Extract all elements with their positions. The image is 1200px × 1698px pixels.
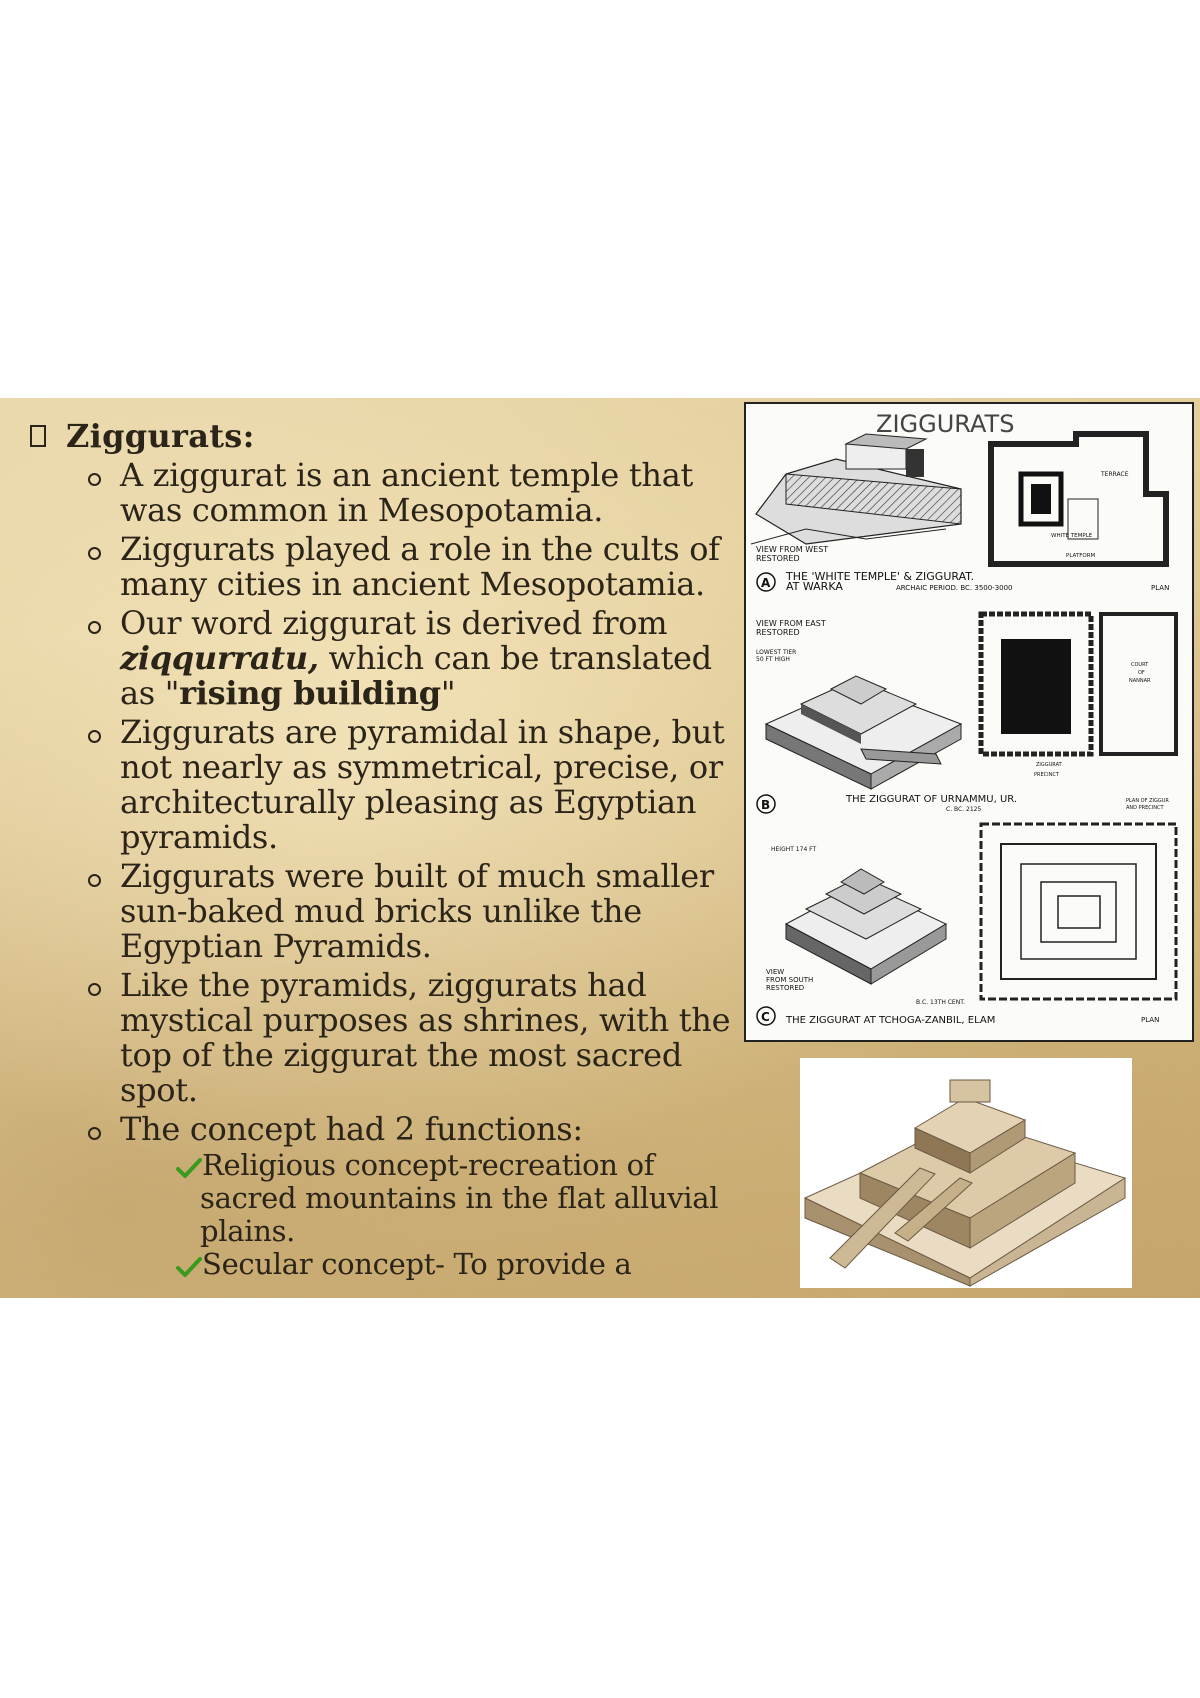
list-item bbox=[30, 715, 740, 855]
panel-c-height: HEIGHT 174 FT bbox=[771, 846, 817, 853]
panel-c-plan: PLAN bbox=[1141, 1016, 1160, 1024]
item-text: rising building bbox=[179, 674, 441, 712]
panel-b-tier: LOWEST TIER bbox=[756, 649, 797, 656]
sub-list-item bbox=[120, 1149, 740, 1248]
item-text: which can be translated as " bbox=[120, 639, 712, 712]
circle-bullet-icon bbox=[88, 874, 101, 887]
panel-a bbox=[751, 434, 1169, 593]
panel-b-restored: RESTORED bbox=[756, 628, 800, 637]
panel-a-location: AT WARKA bbox=[786, 580, 843, 593]
item-text: " bbox=[440, 674, 456, 712]
label-platform: PLATFORM bbox=[1066, 553, 1096, 559]
circle-bullet-icon bbox=[88, 983, 101, 996]
list-item bbox=[30, 968, 740, 1108]
heading-row bbox=[30, 416, 740, 456]
panel-a-plan: PLAN bbox=[1151, 584, 1170, 592]
circle-bullet-icon bbox=[88, 1127, 101, 1140]
item-text: Ziggurats played a role in the cults of many cities in ancient Mesopotamia. bbox=[120, 530, 720, 603]
list-item bbox=[30, 458, 740, 528]
panel-c-caption: THE ZIGGURAT AT TCHOGA-ZANBIL, ELAM bbox=[786, 1015, 996, 1026]
item-text: Like the pyramids, ziggurats had mystical purposes as shrines, with the top of the ziggurat the most sacred spot. bbox=[120, 966, 731, 1109]
list-item bbox=[30, 532, 740, 602]
square-bullet-icon bbox=[30, 425, 46, 447]
check-icon bbox=[176, 1256, 202, 1278]
sub-list-item bbox=[120, 1248, 740, 1281]
slide-heading: Ziggurats: bbox=[66, 417, 255, 455]
circle-bullet-icon bbox=[88, 730, 101, 743]
item-text: Ziggurats are pyramidal in shape, but not nearly as symmetrical, precise, or architecturally pleasing as Egyptian pyramids. bbox=[120, 713, 725, 856]
bullet-list bbox=[30, 458, 740, 1281]
panel-b-caption: THE ZIGGURAT OF URNAMMU, UR. bbox=[846, 794, 1018, 805]
list-item bbox=[30, 859, 740, 964]
circle-bullet-icon bbox=[88, 547, 101, 560]
item-text: ziqqurratu, bbox=[120, 639, 319, 677]
circle-bullet-icon bbox=[88, 473, 101, 486]
panel-a-letter: A bbox=[761, 576, 771, 590]
panel-b-tier-height: 50 FT HIGH bbox=[756, 656, 790, 663]
label-court: COURT bbox=[1131, 662, 1149, 668]
list-item bbox=[30, 606, 740, 711]
ziggurats-diagram bbox=[744, 402, 1194, 1042]
list-item bbox=[30, 1112, 740, 1281]
panel-b-plan: PLAN OF ZIGGUR bbox=[1126, 798, 1169, 804]
sub-list bbox=[120, 1149, 740, 1281]
panel-c-restored: RESTORED bbox=[766, 984, 805, 992]
label-ziggurat: ZIGGURAT bbox=[1036, 762, 1062, 768]
label-precinct: PRECINCT bbox=[1034, 772, 1059, 778]
label-white-temple: WHITE TEMPLE bbox=[1051, 533, 1093, 539]
diagram-title: ZIGGURATS bbox=[876, 410, 1015, 438]
panel-c-date: B.C. 13TH CENT. bbox=[916, 999, 966, 1006]
item-text: Ziggurats were built of much smaller sun-baked mud bricks unlike the Egyptian Pyramids. bbox=[120, 857, 714, 965]
ziggurat-illustration bbox=[800, 1058, 1132, 1288]
label-nannar: NANNAR bbox=[1129, 678, 1151, 684]
panel-b-date: C. BC. 2125 bbox=[946, 806, 982, 813]
panel-b-letter: B bbox=[761, 798, 771, 812]
panel-c bbox=[757, 824, 1176, 1026]
sub-item-text: Secular concept- To provide a bbox=[202, 1247, 632, 1281]
label-terrace: TERRACE bbox=[1101, 471, 1129, 478]
sub-item-text: Religious concept-recreation of sacred mountains in the flat alluvial plains. bbox=[200, 1148, 719, 1248]
item-text: The concept had 2 functions: bbox=[120, 1110, 583, 1148]
panel-c-letter: C bbox=[761, 1010, 770, 1024]
panel-a-restored: RESTORED bbox=[756, 554, 800, 563]
panel-b-plan-2: AND PRECINCT bbox=[1126, 805, 1164, 811]
check-icon bbox=[176, 1157, 202, 1179]
panel-a-view: VIEW FROM WEST bbox=[756, 545, 829, 554]
panel-a-period: ARCHAIC PERIOD. BC. 3500-3000 bbox=[896, 584, 1013, 592]
panel-c-view: VIEW bbox=[766, 968, 785, 976]
item-text: Our word ziggurat is derived from bbox=[120, 604, 668, 642]
panel-a-caption: THE 'WHITE TEMPLE' & ZIGGURAT. bbox=[786, 570, 975, 583]
label-of: OF bbox=[1138, 670, 1145, 676]
panel-b bbox=[756, 614, 1176, 813]
circle-bullet-icon bbox=[88, 621, 101, 634]
slide bbox=[0, 398, 1200, 1298]
panel-c-from: FROM SOUTH bbox=[766, 976, 814, 984]
item-text: A ziggurat is an ancient temple that was common in Mesopotamia. bbox=[120, 456, 694, 529]
slide-content bbox=[30, 416, 740, 1285]
panel-b-view: VIEW FROM EAST bbox=[756, 619, 826, 628]
